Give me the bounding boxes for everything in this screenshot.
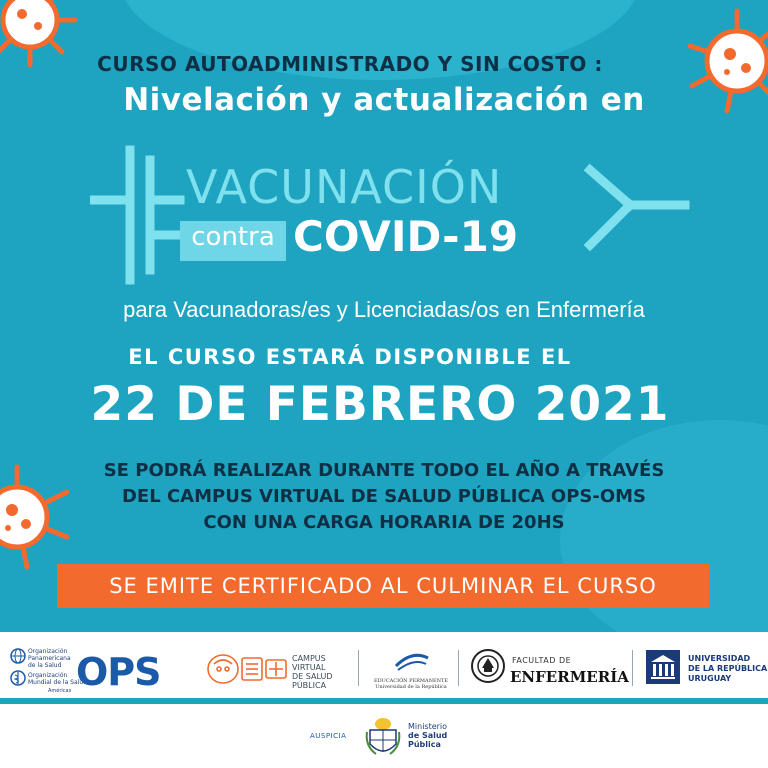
- course-details: [0, 458, 768, 536]
- campus-virtual-name: CAMPUS VIRTUAL DE SALUD PÚBLICA: [292, 654, 333, 690]
- ministerio-salud-name: Ministerio de Salud Pública: [408, 722, 448, 749]
- target-audience: para Vacunadoras/es y Licenciadas/os en Enfermería: [123, 297, 645, 322]
- start-date: 22 DE FEBRERO 2021: [90, 377, 670, 432]
- paho-globe-icon: [10, 648, 26, 664]
- enfermeria-label: ENFERMERÍA: [510, 668, 629, 686]
- educacion-permanente-name: EDUCACIÓN PERMANENTE Universidad de la República: [373, 678, 449, 690]
- details-line: SE PODRÁ REALIZAR DURANTE TODO EL AÑO A TRAVÉS: [103, 460, 665, 481]
- paho-name: Organización Panamericana de la Salud: [28, 648, 71, 669]
- ops-logo: OPS: [76, 650, 161, 694]
- divider: [458, 650, 459, 686]
- udelar-building-icon: [646, 650, 680, 684]
- title-covid: COVID-19: [293, 212, 519, 261]
- course-type-subtitle: CURSO AUTOADMINISTRADO Y SIN COSTO :: [97, 52, 603, 76]
- headline: Nivelación y actualización en: [123, 82, 645, 118]
- title-contra: contra: [191, 222, 275, 252]
- americas-label: Américas: [48, 688, 72, 694]
- details-line: CON UNA CARGA HORARIA DE 20HS: [203, 512, 565, 533]
- udelar-name: UNIVERSIDAD DE LA REPÚBLICA URUGUAY: [688, 654, 768, 683]
- certificate-banner: SE EMITE CERTIFICADO AL CULMINAR EL CURSO: [57, 564, 709, 608]
- details-line: DEL CAMPUS VIRTUAL DE SALUD PÚBLICA OPS-OMS: [121, 486, 646, 507]
- ep-swirl-icon: [392, 648, 432, 676]
- auspicia-label: AUSPICIA: [310, 732, 347, 740]
- facultad-label: FACULTAD DE: [512, 656, 572, 665]
- partner-logos: [0, 632, 768, 704]
- facultad-seal-icon: [470, 648, 506, 684]
- title-vacunacion: VACUNACIÓN: [186, 160, 503, 214]
- who-emblem-icon: [10, 670, 26, 686]
- campus-icon: [206, 652, 288, 686]
- who-name: Organización Mundial de la Salud: [28, 672, 87, 686]
- divider: [358, 650, 359, 686]
- sponsor-footer: [0, 710, 768, 768]
- availability-label: EL CURSO ESTARÁ DISPONIBLE EL: [128, 345, 572, 369]
- divider: [632, 650, 633, 686]
- uruguay-coat-of-arms-icon: [364, 714, 402, 760]
